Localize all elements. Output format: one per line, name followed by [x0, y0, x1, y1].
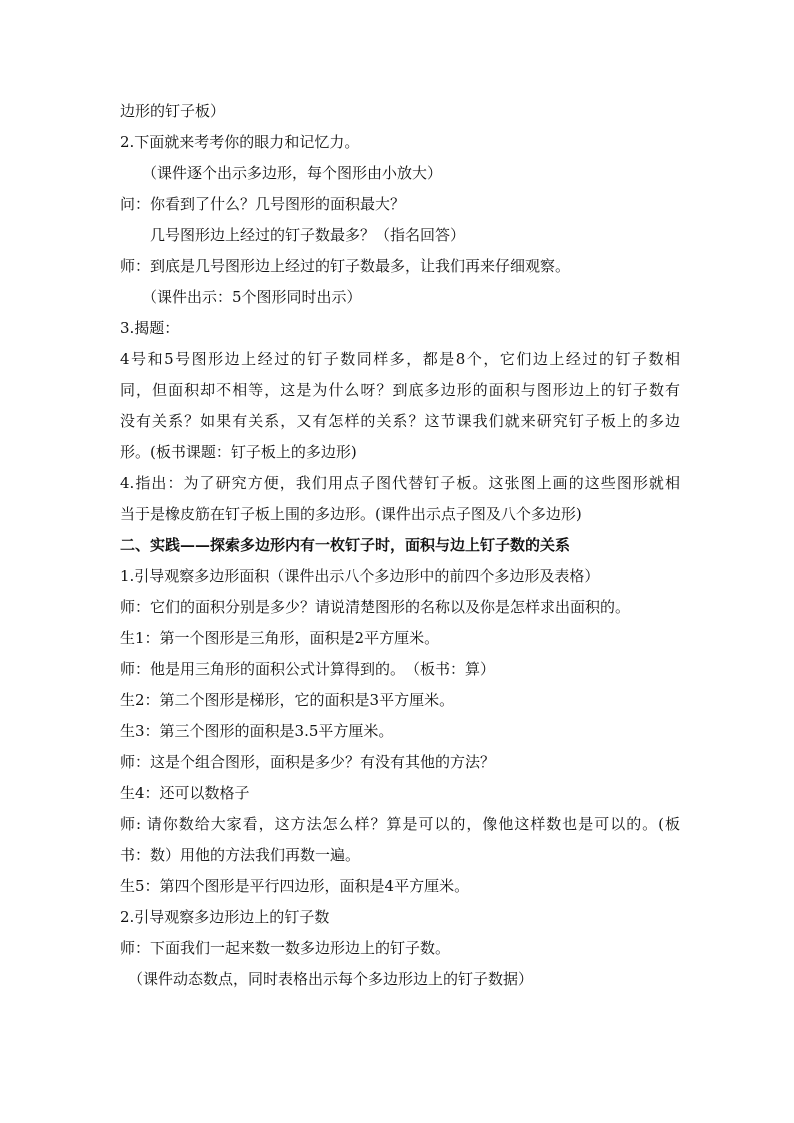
paragraph-line: 4号和5号图形边上经过的钉子数同样多，都是8个，它们边上经过的钉子数相: [120, 350, 680, 368]
section-heading: 3.揭题：: [120, 319, 180, 337]
paragraph-line: 同，但面积却不相等，这是为什么呀？到底多边形的面积与图形边上的钉子数有: [120, 381, 680, 399]
paragraph-line: 4.指出：为了研究方便，我们用点子图代替钉子板。这张图上画的这些图形就相: [120, 474, 680, 492]
paragraph-line: 师：它们的面积分别是多少？请说清楚图形的名称以及你是怎样求出面积的。: [120, 598, 631, 616]
paragraph-line: 几号图形边上经过的钉子数最多？（指名回答）: [150, 226, 466, 244]
paragraph-line: （课件出示：5个图形同时出示）: [142, 288, 362, 306]
paragraph-line: 生5：第四个图形是平行四边形，面积是4平方厘米。: [120, 877, 470, 895]
paragraph-line: 生4：还可以数格子: [120, 784, 250, 802]
paragraph-line: 师: 请你数给大家看，这方法怎么样？算是可以的，像他这样数也是可以的。(板: [120, 815, 680, 833]
paragraph-line: 1.引导观察多边形面积（课件出示八个多边形中的前四个多边形及表格）: [120, 567, 600, 585]
paragraph-line: 当于是橡皮筋在钉子板上围的多边形。(课件出示点子图及八个多边形): [120, 505, 582, 523]
paragraph-line: 生3：第三个图形的面积是3.5平方厘米。: [120, 722, 394, 740]
paragraph-line: 2.下面就来考考你的眼力和记忆力。: [120, 133, 360, 151]
paragraph-line: （课件动态数点，同时表格出示每个多边形边上的钉子数据）: [128, 970, 534, 988]
paragraph-line: 形。(板书课题：钉子板上的多边形): [120, 443, 357, 461]
paragraph-line: 师：他是用三角形的面积公式计算得到的。 （板书：算）: [120, 660, 496, 678]
paragraph-line: 生1：第一个图形是三角形，面积是2平方厘米。: [120, 629, 440, 647]
paragraph-line: 边形的钉子板）: [120, 102, 226, 120]
paragraph-line: 2.引导观察多边形边上的钉子数: [120, 908, 330, 926]
paragraph-line: 师：到底是几号图形边上经过的钉子数最多，让我们再来仔细观察。: [120, 257, 571, 275]
document-body: [120, 96, 680, 995]
paragraph-line: 问：你看到了什么？几号图形的面积最大？: [120, 195, 406, 213]
paragraph-line: 生2：第二个图形是梯形，它的面积是3平方厘米。: [120, 691, 455, 709]
paragraph-line: （课件逐个出示多边形，每个图形由小放大）: [142, 164, 443, 182]
paragraph-line: 书：数）用他的方法我们再数一遍。: [120, 846, 361, 864]
section-heading: 二、实践——探索多边形内有一枚钉子时，面积与边上钉子数的关系: [120, 536, 571, 554]
paragraph-line: 师：下面我们一起来数一数多边形边上的钉子数。: [120, 939, 451, 957]
paragraph-line: 师：这是个组合图形，面积是多少？有没有其他的方法？: [120, 753, 496, 771]
paragraph-line: 没有关系？如果有关系，又有怎样的关系？这节课我们就来研究钉子板上的多边: [120, 412, 680, 430]
